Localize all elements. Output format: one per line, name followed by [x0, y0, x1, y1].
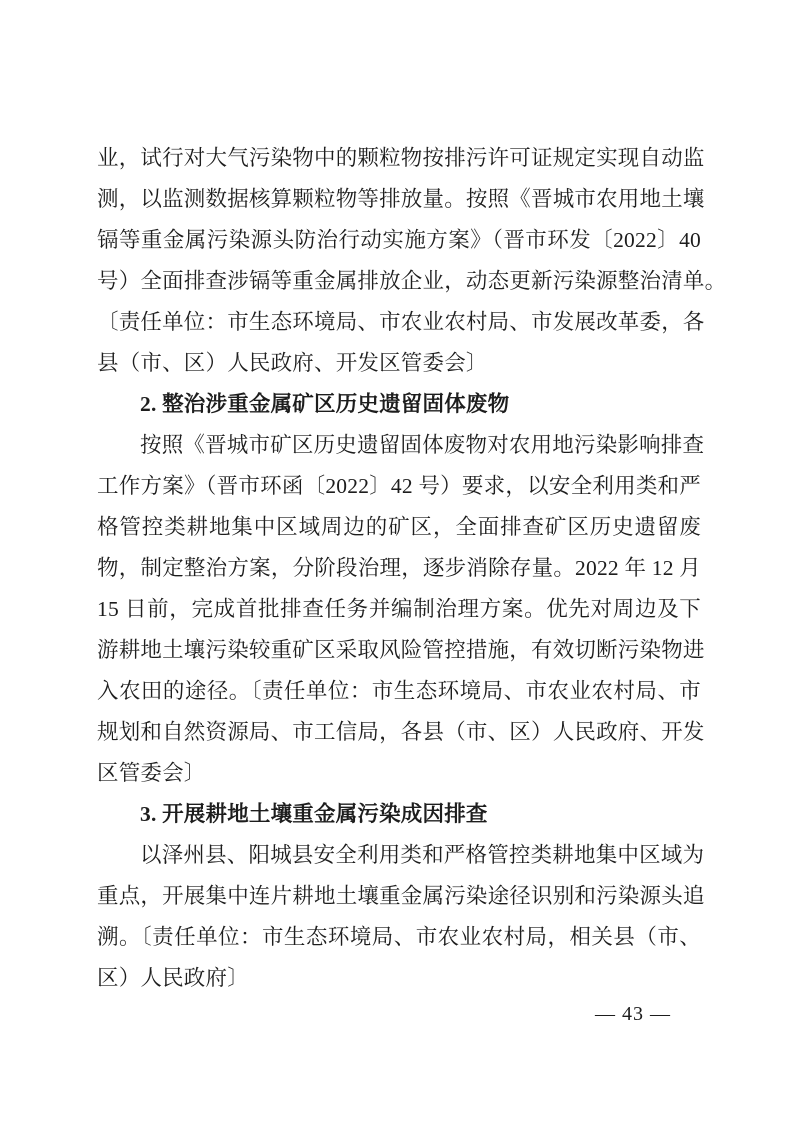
- text-line: 〔责任单位：市生态环境局、市农业农村局、市发展改革委，各: [97, 310, 705, 334]
- text-line: 规划和自然资源局、市工信局，各县（市、区）人民政府、开发: [97, 720, 705, 744]
- text-line: 按照《晋城市矿区历史遗留固体废物对农用地污染影响排查: [140, 433, 705, 457]
- text-line: 以泽州县、阳城县安全利用类和严格管控类耕地集中区域为: [140, 843, 705, 867]
- text-line: 游耕地土壤污染较重矿区采取风险管控措施，有效切断污染物进: [97, 638, 705, 662]
- text-line: 重点，开展集中连片耕地土壤重金属污染途径识别和污染源头追: [97, 884, 705, 908]
- text-line: 工作方案》（晋市环函〔2022〕42 号）要求，以安全利用类和严: [97, 474, 701, 498]
- text-line: 区）人民政府〕: [97, 966, 249, 990]
- section-heading: 2. 整治涉重金属矿区历史遗留固体废物: [140, 392, 510, 416]
- text-line: 区管委会〕: [97, 761, 206, 785]
- text-line: 格管控类耕地集中区域周边的矿区，全面排查矿区历史遗留废: [97, 515, 701, 539]
- section-heading: 3. 开展耕地土壤重金属污染成因排查: [140, 802, 488, 826]
- text-line: 县（市、区）人民政府、开发区管委会〕: [97, 351, 488, 375]
- text-line: 15 日前，完成首批排查任务并编制治理方案。优先对周边及下: [97, 597, 701, 621]
- text-line: 入农田的途径。〔责任单位：市生态环境局、市农业农村局、市: [97, 679, 701, 703]
- text-line: 业，试行对大气污染物中的颗粒物按排污许可证规定实现自动监: [97, 146, 705, 170]
- text-line: 测，以监测数据核算颗粒物等排放量。按照《晋城市农用地土壤: [97, 187, 705, 211]
- text-line: 号）全面排查涉镉等重金属排放企业，动态更新污染源整治清单。: [97, 269, 727, 293]
- document-body: [97, 138, 727, 999]
- text-line: 镉等重金属污染源头防治行动实施方案》（晋市环发〔2022〕40: [97, 228, 701, 252]
- page-number: — 43 —: [595, 1003, 671, 1025]
- text-line: 物，制定整治方案，分阶段治理，逐步消除存量。2022 年 12 月: [97, 556, 701, 580]
- text-line: 溯。〔责任单位：市生态环境局、市农业农村局，相关县（市、: [97, 925, 701, 949]
